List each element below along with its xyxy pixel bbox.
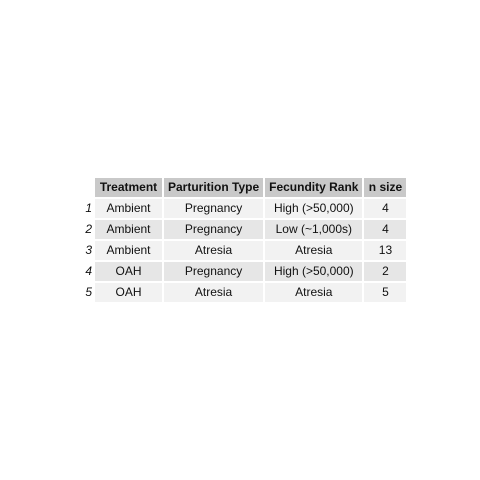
cell-parturition-type: Pregnancy [164, 199, 263, 218]
cell-treatment: Ambient [95, 241, 162, 260]
cell-n-size: 2 [364, 262, 406, 281]
cell-parturition-type: Atresia [164, 241, 263, 260]
cell-fecundity-rank: Atresia [265, 283, 362, 302]
row-number: 5 [85, 285, 92, 299]
cell-treatment: OAH [95, 283, 162, 302]
cell-fecundity-rank: High (>50,000) [265, 262, 362, 281]
cell-n-size: 4 [364, 220, 406, 239]
cell-treatment: Ambient [95, 199, 162, 218]
header-parturition-type: Parturition Type [164, 178, 263, 197]
cell-parturition-type: Pregnancy [164, 220, 263, 239]
cell-treatment: OAH [95, 262, 162, 281]
table-row [84, 220, 406, 239]
cell-fecundity-rank: Low (~1,000s) [265, 220, 362, 239]
table-row [84, 199, 406, 218]
cell-fecundity-rank: Atresia [265, 241, 362, 260]
row-number-header [84, 178, 93, 197]
cell-n-size: 5 [364, 283, 406, 302]
cell-n-size: 4 [364, 199, 406, 218]
row-number: 1 [85, 201, 92, 215]
data-table [82, 176, 408, 304]
table-row [84, 262, 406, 281]
cell-fecundity-rank: High (>50,000) [265, 199, 362, 218]
cell-parturition-type: Pregnancy [164, 262, 263, 281]
table-header-row [84, 178, 406, 197]
header-treatment: Treatment [95, 178, 162, 197]
row-number: 2 [85, 222, 92, 236]
cell-treatment: Ambient [95, 220, 162, 239]
data-table-container [82, 176, 408, 304]
header-n-size: n size [364, 178, 406, 197]
table-row [84, 283, 406, 302]
row-number: 4 [85, 264, 92, 278]
cell-n-size: 13 [364, 241, 406, 260]
header-fecundity-rank: Fecundity Rank [265, 178, 362, 197]
row-number: 3 [85, 243, 92, 257]
table-row [84, 241, 406, 260]
cell-parturition-type: Atresia [164, 283, 263, 302]
